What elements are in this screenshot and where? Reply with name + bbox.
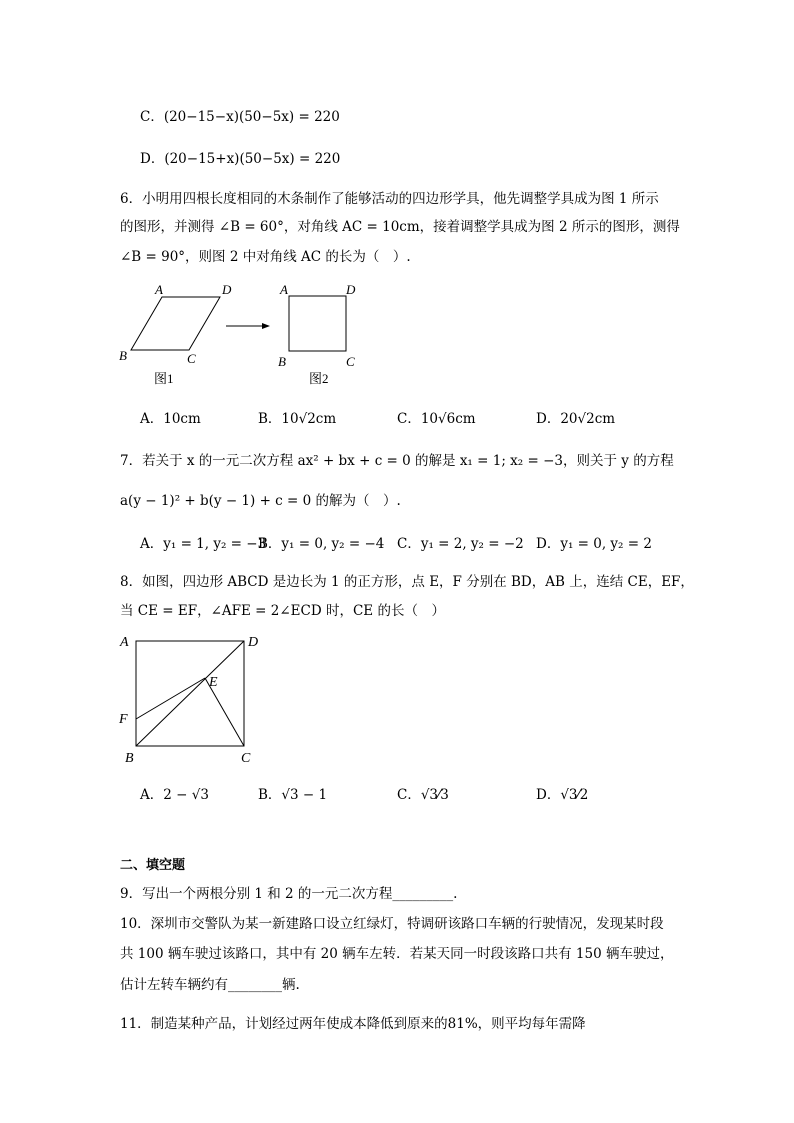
q5-option-c: C．(20−15−x)(50−5x) = 220: [140, 109, 340, 125]
q8-figure: [110, 628, 270, 768]
fig-label-f: F: [119, 712, 128, 727]
q7-option-d: D．y₁ = 0, y₂ = 2: [536, 536, 652, 552]
q8-option-a: A．2 − √3: [140, 787, 209, 803]
q7-option-a: A．y₁ = 1, y₂ = −3: [140, 536, 267, 552]
q7-line-2: a(y − 1)² + b(y − 1) + c = 0 的解为（ ）.: [120, 493, 401, 509]
diagonal-bd: [136, 641, 244, 746]
q8-line-2: 当 CE = EF，∠AFE = 2∠ECD 时，CE 的长（ ）: [120, 603, 445, 619]
q6-option-a: A．10cm: [140, 411, 201, 427]
q10-line-3: 估计左转车辆约有________辆.: [120, 977, 300, 993]
fig1-label-d: D: [222, 282, 232, 297]
fig-label-d: D: [248, 635, 259, 650]
fig-label-c: C: [241, 751, 251, 766]
fig2-label-c: C: [346, 354, 355, 369]
q7-line-1: 7．若关于 x 的一元二次方程 ax² + bx + c = 0 的解是 x₁ = 1; x₂ = −3，则关于 y 的方程: [120, 453, 674, 469]
q11-line-1: 11．制造某种产品，计划经过两年使成本降低到原来的81%，则平均每年需降: [120, 1016, 586, 1032]
q6-line-1: 6．小明用四根长度相同的木条制作了能够活动的四边形学具，他先调整学具成为图 1 所示: [120, 191, 659, 207]
fig1-label-b: B: [119, 348, 127, 363]
fig-label-e: E: [209, 675, 218, 690]
fig-label-b: B: [125, 751, 134, 766]
q8-line-1: 8．如图，四边形 ABCD 是边长为 1 的正方形，点 E，F 分别在 BD，AB 上，连结 CE，EF，: [120, 574, 694, 590]
q8-option-c: C．√3⁄3: [397, 787, 449, 803]
fig-label-a: A: [120, 635, 129, 650]
fig1-label-c: C: [187, 351, 196, 366]
q8-option-d: D．√3⁄2: [536, 787, 589, 803]
fig2-label-a: A: [280, 282, 288, 297]
q6-line-3: ∠B = 90°，则图 2 中对角线 AC 的长为（ ）.: [120, 249, 411, 265]
section-title-fill-in: 二、填空题: [120, 858, 186, 873]
q6-line-2: 的图形，并测得 ∠B = 60°，对角线 AC = 10cm，接着调整学具成为图 2 所示的图形，测得: [120, 219, 680, 235]
q9-line-1: 9．写出一个两根分别 1 和 2 的一元二次方程_________.: [120, 886, 458, 902]
fig2-label-b: B: [278, 354, 286, 369]
q6-option-d: D．20√2cm: [536, 411, 616, 427]
q10-line-2: 共 100 辆车驶过该路口，其中有 20 辆车左转．若某天同一时段该路口共有 150 辆车驶过，: [120, 946, 674, 962]
fig1-rhombus: [131, 297, 220, 350]
q7-option-c: C．y₁ = 2, y₂ = −2: [397, 536, 524, 552]
q5-option-d: D．(20−15+x)(50−5x) = 220: [140, 151, 341, 167]
fig1-caption: 图1: [154, 371, 174, 386]
arrow-head: [262, 323, 270, 329]
q8-option-b: B．√3 − 1: [258, 787, 328, 803]
fig2-label-d: D: [346, 282, 356, 297]
q10-line-1: 10．深圳市交警队为某一新建路口设立红绿灯，特调研该路口车辆的行驶情况，发现某时段: [120, 916, 664, 932]
fig2-caption: 图2: [309, 371, 329, 386]
q6-option-b: B．10√2cm: [258, 411, 337, 427]
q6-figure: [110, 280, 370, 390]
q7-option-b: B．y₁ = 0, y₂ = −4: [258, 536, 385, 552]
fig2-square: [289, 296, 346, 351]
q6-option-c: C．10√6cm: [397, 411, 476, 427]
fig1-label-a: A: [155, 282, 163, 297]
